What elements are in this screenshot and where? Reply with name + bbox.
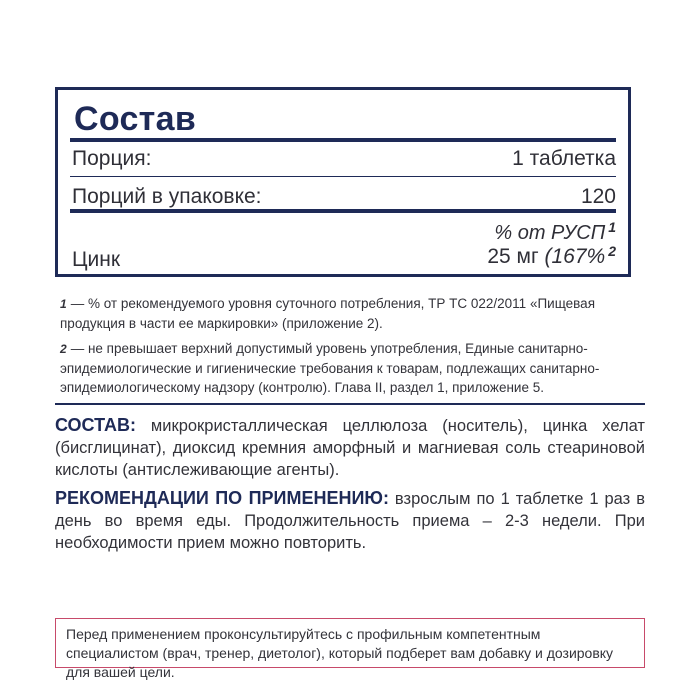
usage-text: взрослым по 1 таблетке 1 раз в день во время еды. Продолжительность приема – 2-3 недели. При необходимости прием можно повторить. — [55, 490, 645, 552]
divider-thick — [70, 138, 616, 142]
serving-row — [72, 147, 616, 171]
usage-paragraph — [55, 487, 645, 554]
footnote-text: — % от рекомендуемого уровня суточного потребления, ТР ТС 022/2011 «Пищевая продукция в части ее маркировки» (приложение 2). — [60, 296, 595, 331]
footnote-mark: 2 — [60, 342, 67, 356]
divider-thin — [70, 176, 616, 177]
rusp-header — [494, 219, 616, 245]
footnote-text: — не превышает верхний допустимый уровень употребления, Единые санитарно-эпидемиологические и гигиенические требования к товарам, подлежащих санитарно-эпидемиологическому надзору (контролю). Глава II, раздел 1, приложение 5. — [60, 341, 600, 395]
supplement-facts-box — [55, 87, 631, 277]
composition-text: микрокристаллическая целлюлоза (носитель), цинка хелат (бисглицинат), диоксид кремния аморфный и магниевая соль стеариновой кислоты (антислеживающие агенты). — [55, 417, 645, 479]
ingredient-name: Цинк — [72, 248, 121, 271]
footnote-mark: 1 — [608, 219, 616, 235]
ingredient-value — [487, 245, 616, 269]
facts-title: Состав — [74, 100, 197, 138]
footnote-1 — [60, 294, 640, 333]
ingredient-amount: 25 мг — [487, 245, 539, 268]
usage-label: РЕКОМЕНДАЦИИ ПО ПРИМЕНЕНИЮ: — [55, 488, 389, 508]
servings-per-pack-row — [72, 185, 616, 209]
footnote-2 — [60, 339, 640, 397]
serving-label: Порция: — [72, 147, 152, 170]
composition-label: СОСТАВ: — [55, 415, 136, 435]
section-divider — [55, 403, 645, 405]
servings-per-pack-value: 120 — [580, 185, 616, 208]
footnote-mark: 2 — [608, 243, 616, 259]
servings-per-pack-label: Порций в упаковке: — [72, 185, 262, 208]
composition-paragraph — [55, 414, 645, 481]
serving-value: 1 таблетка — [512, 147, 616, 170]
footnote-mark: 1 — [60, 297, 67, 311]
ingredient-percent: (167% — [544, 245, 606, 268]
warning-box: Перед применением проконсультируйтесь с профильным компетентным специалистом (врач, тренер, диетолог), который подберет вам добавку и дозировку для вашей цели. — [55, 618, 645, 668]
divider-thick — [70, 209, 616, 213]
rusp-header-text: % от РУСП — [494, 222, 606, 244]
